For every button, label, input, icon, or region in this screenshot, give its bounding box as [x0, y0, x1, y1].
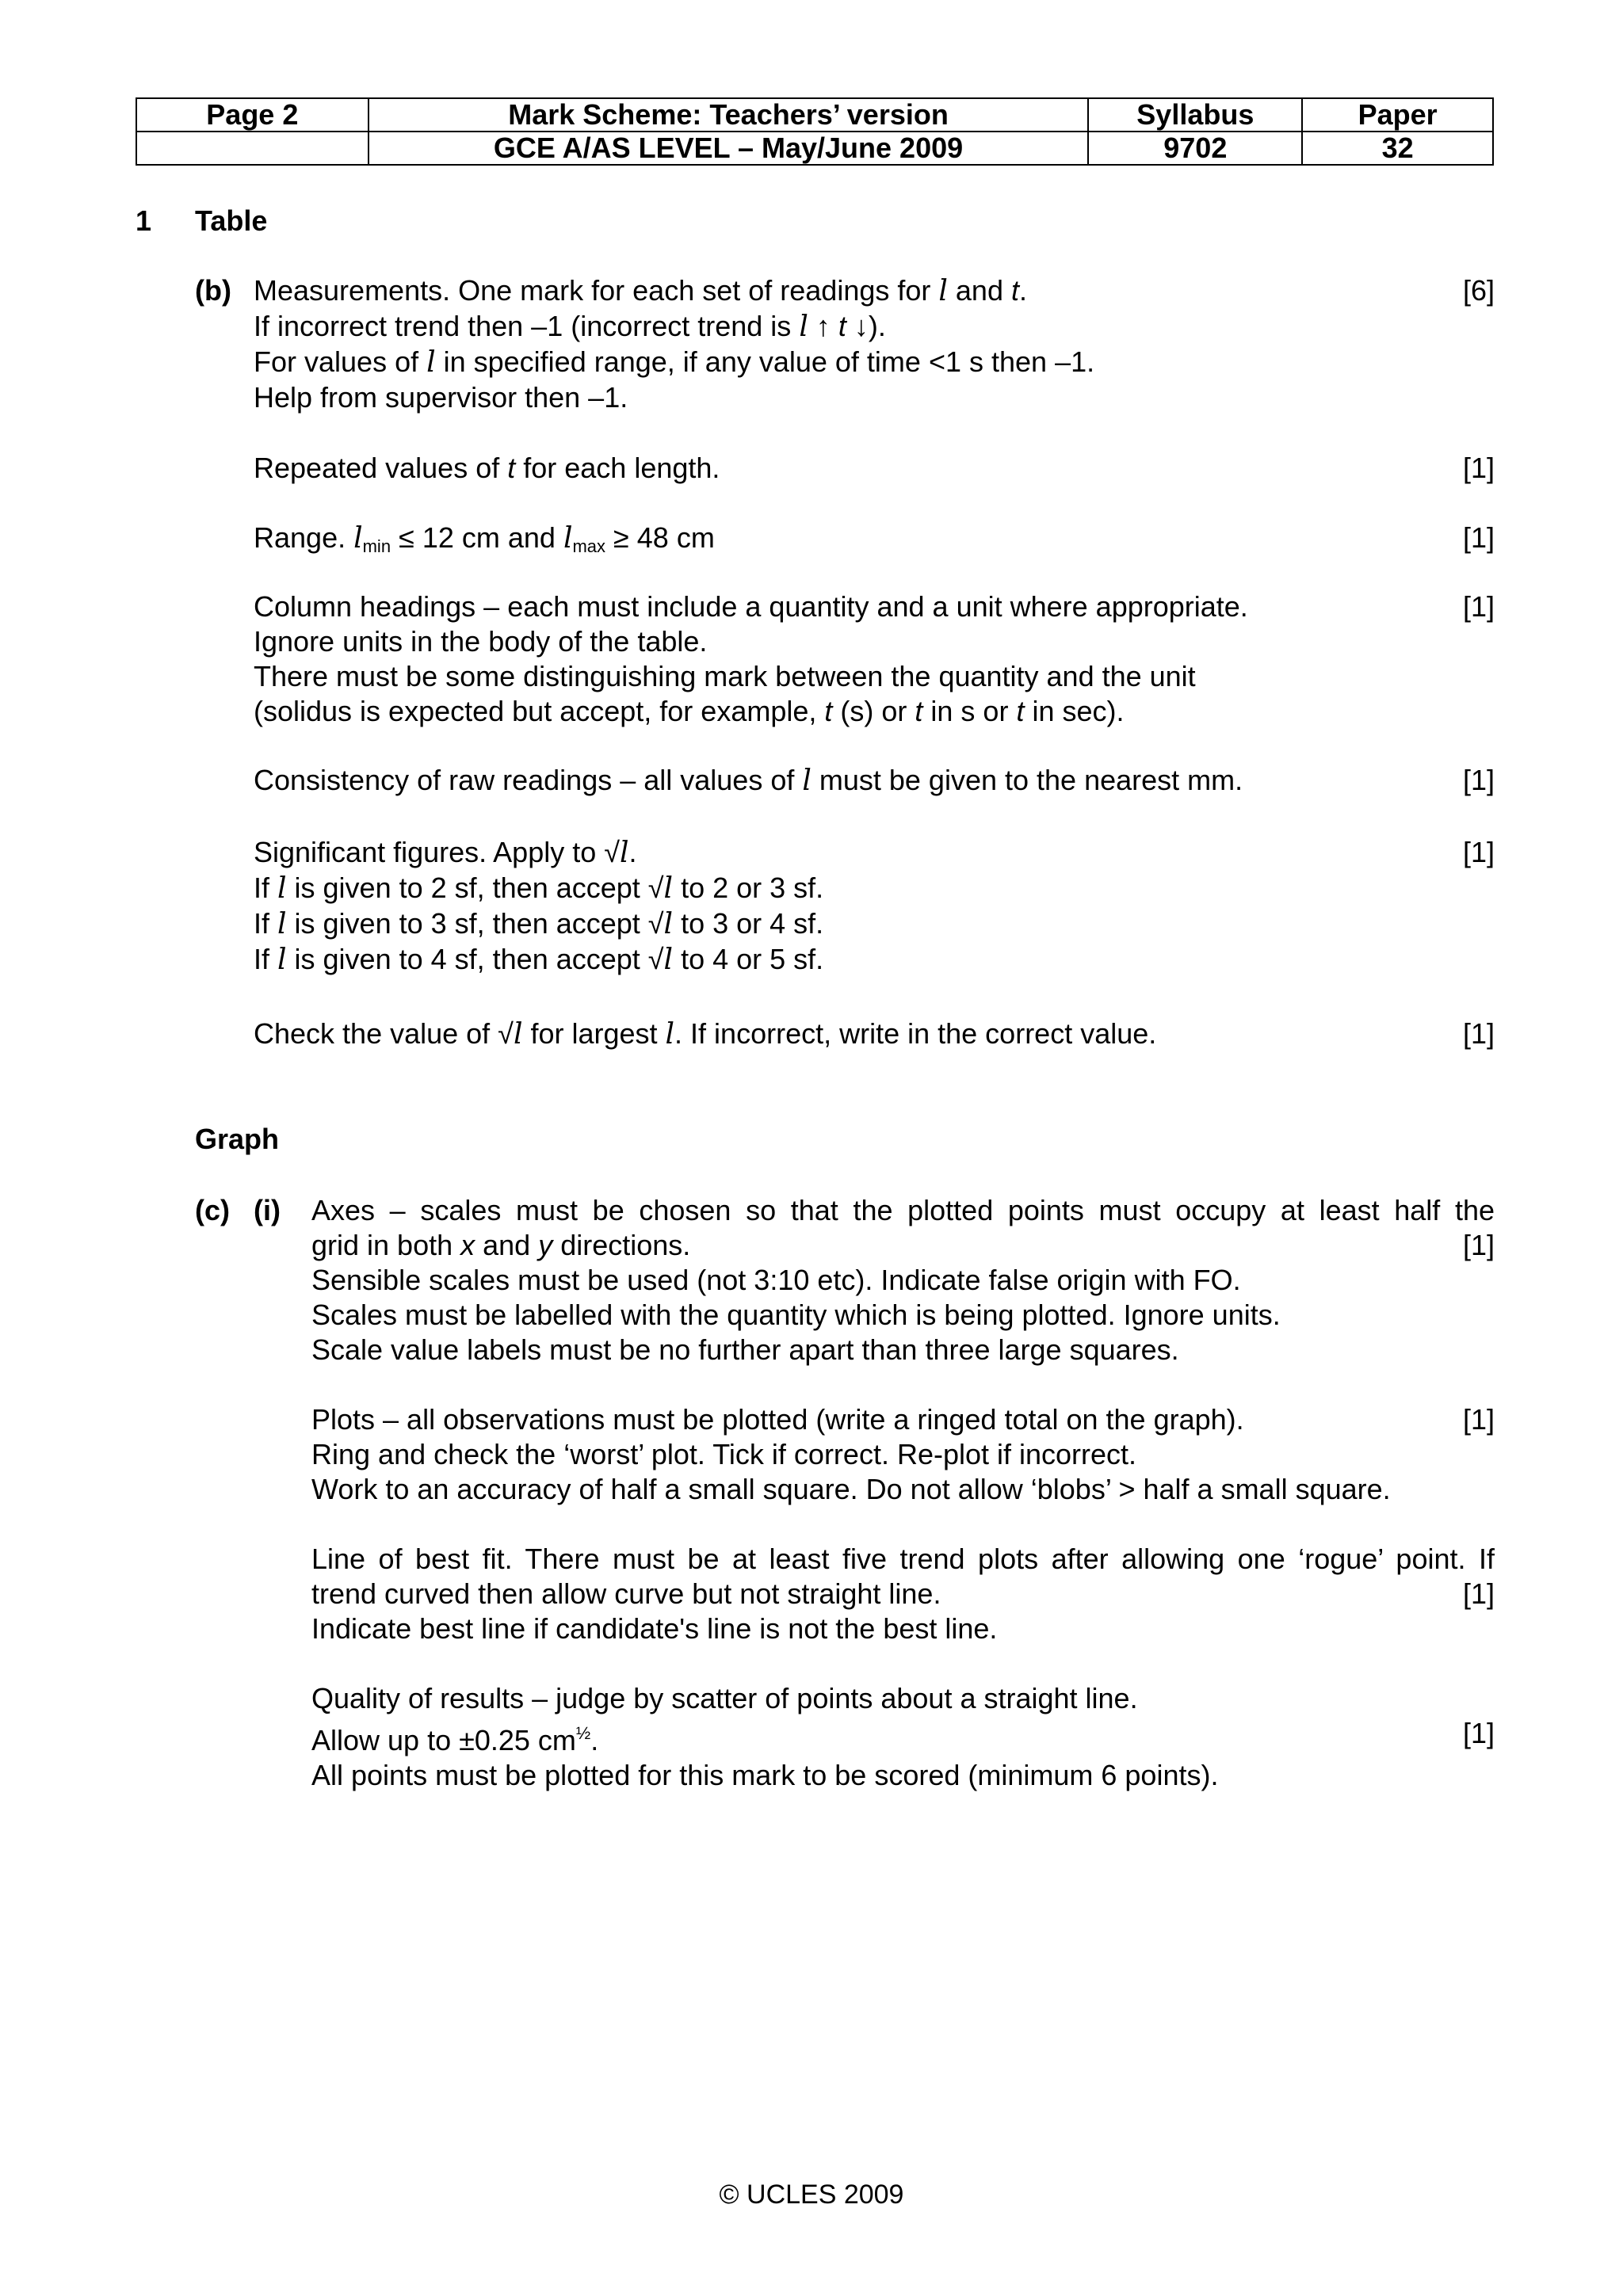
column-line-2: Ignore units in the body of the table.	[254, 625, 708, 658]
plots-line-3: Work to an accuracy of half a small square. Do not allow ‘blobs’ > half a small square.	[311, 1473, 1391, 1505]
axes-line-3: Sensible scales must be used (not 3:10 etc). Indicate false origin with FO.	[311, 1264, 1241, 1296]
part-i-label: (i)	[254, 1194, 281, 1226]
plots-mark: [1]	[1462, 1403, 1495, 1436]
sigfig-line-2: If l is given to 2 sf, then accept √l to 2 or 3 sf.	[254, 871, 824, 905]
repeated-values: Repeated values of t for each length.	[254, 452, 720, 484]
bestfit-mark: [1]	[1462, 1577, 1495, 1610]
quality-line-1: Quality of results – judge by scatter of points about a straight line.	[311, 1682, 1138, 1714]
sigfig-mark: [1]	[1462, 836, 1495, 868]
sigfig-line-4: If l is given to 4 sf, then accept √l to 4 or 5 sf.	[254, 943, 824, 976]
header-paper: 32	[1302, 132, 1493, 165]
measurements-mark: [6]	[1462, 274, 1495, 307]
sigfig-block	[254, 835, 823, 978]
plots-line-1: Plots – all observations must be plotted (write a ringed total on the graph).	[311, 1403, 1244, 1436]
table-heading: Table	[195, 204, 268, 237]
plots-block	[311, 1402, 1391, 1507]
header-page: Page 2	[136, 98, 369, 132]
axes-mark: [1]	[1462, 1229, 1495, 1261]
measurements-line-1: Measurements. One mark for each set of readings for l and t.	[254, 274, 1028, 307]
axes-line-4: Scales must be labelled with the quantity which is being plotted. Ignore units.	[311, 1299, 1281, 1331]
measurements-block	[254, 273, 1094, 415]
plots-line-2: Ring and check the ‘worst’ plot. Tick if correct. Re-plot if incorrect.	[311, 1438, 1137, 1470]
consistency-mark: [1]	[1462, 764, 1495, 796]
sigfig-line-3: If l is given to 3 sf, then accept √l to 3 or 4 sf.	[254, 907, 824, 940]
column-mark: [1]	[1462, 590, 1495, 623]
sigfig-line-1: Significant figures. Apply to √l.	[254, 836, 637, 869]
quality-line-3: All points must be plotted for this mark to be scored (minimum 6 points).	[311, 1759, 1219, 1791]
column-line-4: (solidus is expected but accept, for example, t (s) or t in s or t in sec).	[254, 695, 1125, 727]
quality-line-2: Allow up to ±0.25 $cm^{\frac{1}{2}}$.	[311, 1723, 599, 1756]
quality-block	[311, 1681, 1218, 1793]
header-row-2	[136, 132, 1493, 165]
axes-line-2: grid in both x and y directions.	[311, 1229, 691, 1261]
range-text: Range. $l_{min} \le 12$ cm and $l_{max} \ge 48$ cm	[254, 521, 715, 556]
column-line-1: Column headings – each must include a quantity and a unit where appropriate.	[254, 590, 1248, 623]
measurements-line-2: If incorrect trend then –1 (incorrect trend is l ↑ t ↓).	[254, 310, 886, 343]
check-mark: [1]	[1462, 1017, 1495, 1050]
part-c-label: (c)	[195, 1194, 230, 1226]
axes-line-1: Axes – scales must be chosen so that the plotted points must occupy at least half the	[311, 1194, 1495, 1226]
header-syllabus-label: Syllabus	[1088, 98, 1302, 132]
header-row-1	[136, 98, 1493, 132]
repeated-mark: [1]	[1462, 452, 1495, 484]
header-exam: GCE A/AS LEVEL – May/June 2009	[369, 132, 1089, 165]
check-text: Check the value of √l for largest l. If incorrect, write in the correct value.	[254, 1017, 1157, 1051]
footer-copyright: © UCLES 2009	[719, 2180, 904, 2210]
column-headings-block	[254, 589, 1248, 729]
bestfit-block	[311, 1542, 1495, 1646]
header-syllabus: 9702	[1088, 132, 1302, 165]
header-title: Mark Scheme: Teachers’ version	[369, 98, 1089, 132]
consistency-text: Consistency of raw readings – all values of l must be given to the nearest mm.	[254, 764, 1243, 797]
measurements-line-4: Help from supervisor then –1.	[254, 381, 628, 414]
header-empty-cell	[136, 132, 369, 165]
measurements-line-3: For values of l in specified range, if any value of time <1 s then –1.	[254, 345, 1095, 379]
header-table	[136, 97, 1494, 166]
bestfit-line-2: trend curved then allow curve but not straight line.	[311, 1577, 941, 1610]
bestfit-line-3: Indicate best line if candidate's line is not the best line.	[311, 1612, 998, 1645]
question-number: 1	[136, 204, 152, 237]
header-paper-label: Paper	[1302, 98, 1493, 132]
axes-line-5: Scale value labels must be no further apart than three large squares.	[311, 1333, 1179, 1366]
axes-block	[311, 1193, 1495, 1367]
column-line-3: There must be some distinguishing mark between the quantity and the unit	[254, 660, 1196, 692]
graph-heading: Graph	[195, 1123, 280, 1155]
quality-mark: [1]	[1462, 1717, 1495, 1749]
range-mark: [1]	[1462, 521, 1495, 554]
bestfit-line-1: Line of best fit. There must be at least five trend plots after allowing one ‘rogue’ point. If	[311, 1543, 1495, 1575]
part-b-label: (b)	[195, 274, 231, 307]
